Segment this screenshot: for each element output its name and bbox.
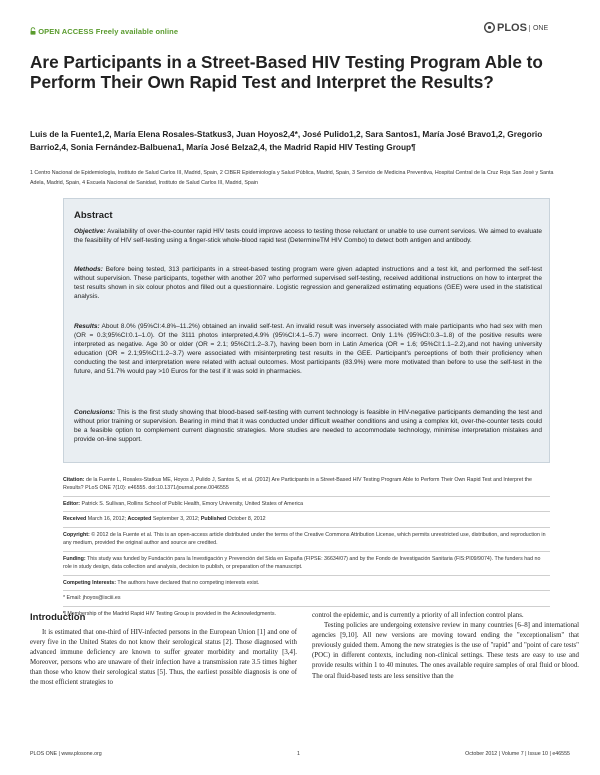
accepted-date: September 3, 2012;: [151, 516, 201, 523]
abstract-methods: [74, 265, 542, 301]
abstract-heading: Abstract: [74, 210, 113, 221]
accepted-label: Accepted: [127, 516, 152, 523]
citation-block: [63, 476, 550, 621]
column-2-paragraph-1: control the epidemic, and is currently a priority of all infection control plans.: [312, 612, 524, 619]
objective-text: Availability of over-the-counter rapid HIV tests could improve access to testing those reluctant or unable to use current services. We aimed to evaluate the feasibility of HIV self-testing using a finger-stick whole-blood rapid test (DetermineTM HIV Combo) to detect both antigen and antibody.: [74, 228, 542, 245]
received-date: March 16, 2012;: [86, 516, 128, 523]
divider: [63, 496, 550, 497]
competing-row: [63, 579, 550, 587]
conclusions-label: Conclusions:: [74, 409, 116, 416]
editor-row: [63, 500, 550, 508]
methods-label: Methods:: [74, 266, 103, 273]
abstract-objective: [74, 227, 542, 245]
results-text: About 8.0% (95%CI:4.8%–11.2%) obtained an invalid self-test. An invalid result was inversely associated with male participants who had sex with men (OR = 0.3;95%CI:0.1–1.0). Of the 3111 photos interpreted,4.9% (95%CI:4.1–5.7) were incorrect. Only 1.1% (95%CI:0.3–1.8) of the positive results were interpreted as negative. Age 30 or older (OR = 2.1; 95%CI:1.2–3.7), having been born in Latin America (OR = 1.6; 95%CI:1.1–2.2),and not having university education (OR = 2.1;95%CI:1.2–3.7) were associated with misinterpreting test results in the GEE. Participant's perceptions of both their proficiency when conducting the test and interpretation were related with actual outcomes. Most participants (83.9%) were more motivated than before to use the self-test in the future, and 51.7% would pay >10 Euros for the test if it was sold in pharmacies.: [74, 323, 542, 376]
citation-row: [63, 476, 550, 492]
conclusions-text: This is the first study showing that blood-based self-testing with current technology is feasible in HIV-negative participants demanding the test and without prior training or supervision. Bearing in mind that it was conducted under difficult weather conditions and using a complex kit, over-the-counter tests could be a feasible option to complement current diagnostic strategies. More studies are needed to accommodate technology, minimise interpretation mistakes and provide on-line support.: [74, 409, 542, 444]
plos-logo-icon: [484, 22, 495, 33]
column-2-paragraph-2: Testing policies are undergoing extensive review in many countries [6–8] and international agencies [9,10]. All new versions are moving toward ending the "exceptionalism" that previously guided them. Among the new strategies is the use of "rapid" and "point of care tests" (POC) in different contexts, including non-clinical settings. These tests are easy to use and provide results within 1 to 40 minutes. The ones available require samples of oral fluid or blood. The oral fluid-based tests are less sensitive than the: [312, 622, 579, 680]
open-access-text: OPEN ACCESS Freely available online: [38, 27, 179, 36]
divider: [63, 575, 550, 576]
divider: [63, 527, 550, 528]
copyright-row: [63, 531, 550, 547]
citation-text: de la Fuente L, Rosales-Statkus ME, Hoyos J, Pulido J, Santos S, et al. (2012) Are Participants in a Street-Based HIV Testing Program Able to Perform Their Own Rapid Test and Interpret the Results? PLoS ONE 7(10): e46555. doi:10.1371/journal.pone.0046555: [63, 477, 532, 492]
affiliations: 1 Centro Nacional de Epidemiología, Instituto de Salud Carlos III, Madrid, Spain, 2 CIBER Epidemiología y Salud Pública, Madrid, Spain, 3 Servicio de Medicina Preventiva, Hospital Central de la Cruz Roja San José y Santa Adela, Madrid, Spain, 4 Escuela Nacional de Sanidad, Instituto de Salud Carlos III, Madrid, Spain: [30, 170, 554, 186]
abstract-results: [74, 322, 542, 377]
footer-journal: PLOS ONE | www.plosone.org: [30, 751, 102, 757]
plos-logo-one: ONE: [529, 25, 548, 32]
funding-row: [63, 555, 550, 571]
abstract-conclusions: [74, 408, 542, 444]
published-date: October 8, 2012: [226, 516, 266, 523]
introduction-heading: Introduction: [30, 612, 86, 623]
open-access-lock-icon: [30, 27, 36, 37]
funding-text: This study was funded by Fundación para la Investigación y Prevención del Sida en España (FIPSE: 36634/07) and by the Fondo de Investigación Sanitaria (FIS:PI09/9074). The funders had no role in study design, data collection and analysis, decision to publish, or preparation of the manuscript.: [63, 555, 541, 570]
methods-text: Before being tested, 313 participants in a street-based testing program were given adapted instructions and a test kit, and performed the self-test without supervision. These participants, together with another 207 who performed supervised self-testing, received additional instructions on how to interpret the test results shown in six colour photos and filled out a questionnaire. Logistic regression and generalized estimating equations (GEE) were used in the statistical analysis.: [74, 266, 542, 301]
editor-label: Editor:: [63, 500, 81, 507]
editor-text: Patrick S. Sullivan, Rollins School of Public Health, Emory University, United States of America: [80, 500, 304, 507]
results-label: Results:: [74, 323, 100, 330]
citation-label: Citation:: [63, 477, 85, 483]
copyright-text: © 2012 de la Fuente et al. This is an open-access article distributed under the terms of the Creative Commons Attribution License, which permits unrestricted use, distribution, and reproduction in any medium, provided the original author and source are credited.: [63, 531, 546, 547]
footer-page-number: 1: [297, 751, 300, 757]
divider: [63, 511, 550, 512]
published-label: Published: [200, 516, 227, 523]
copyright-label: Copyright:: [63, 531, 90, 538]
author-list: Luis de la Fuente1,2, María Elena Rosales-Statkus3, Juan Hoyos2,4*, José Pulido1,2, Sara Santos1, María José Bravo1,2, Gregorio Barrio2,4, Sonia Fernández-Balbuena1, María José Belza2,4, the Madrid Rapid HIV Testing Group¶: [30, 129, 543, 152]
divider: [63, 551, 550, 552]
plos-logo-text: PLOS: [497, 22, 527, 34]
email-row: * Email: jhoyos@isciii.es: [63, 595, 121, 602]
introduction-column-2: [312, 611, 579, 682]
funding-label: Funding:: [63, 555, 86, 562]
objective-label: Objective:: [74, 228, 106, 235]
received-label: Received: [63, 516, 87, 523]
divider: [63, 606, 550, 607]
article-title: Are Participants in a Street-Based HIV Testing Program Able to Perform Their Own Rapid Test and Interpret the Results?: [30, 52, 543, 92]
competing-text: The authors have declared that no competing interests exist.: [115, 579, 260, 586]
plos-one-logo: [484, 22, 548, 34]
dates-row: [63, 515, 550, 523]
competing-label: Competing Interests:: [63, 579, 116, 586]
footer-issue-info: October 2012 | Volume 7 | Issue 10 | e46555: [465, 751, 570, 757]
divider: [63, 590, 550, 591]
membership-row: ¶ Membership of the Madrid Rapid HIV Testing Group is provided in the Acknowledgments.: [63, 610, 276, 617]
introduction-column-1: It is estimated that one-third of HIV-infected persons in the European Union [1] and one of every five in the United States do not know their serological status [2]. Those diagnosed with advanced immune deficiency are known to suffer greater morbidity and mortality [3,4]. Moreover, persons who are unaware of their infection have a transmission rate 3.5 times higher than those who know their serological status [5]. Thus, the earliest possible diagnosis is one of the most efficient strategies to: [30, 629, 297, 687]
open-access-banner: [30, 27, 178, 37]
